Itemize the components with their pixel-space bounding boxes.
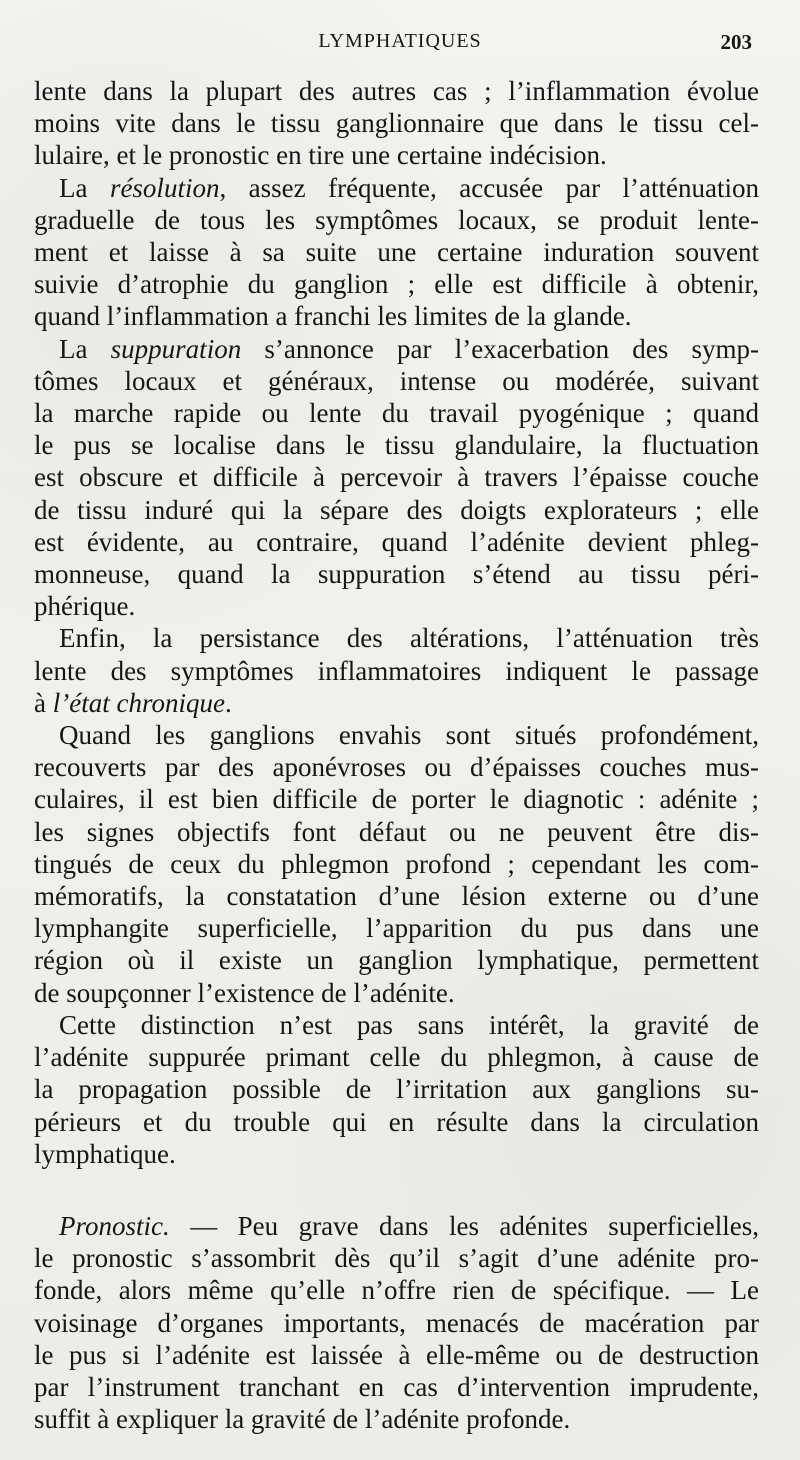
text-line bbox=[34, 1138, 759, 1170]
text-line bbox=[34, 365, 759, 397]
text-line bbox=[34, 461, 759, 493]
text-line bbox=[34, 1403, 759, 1435]
italic-term: l’état chronique bbox=[52, 687, 225, 718]
line-text: — Peu grave dans les adénites superficielles, bbox=[169, 1210, 759, 1241]
text-line bbox=[34, 494, 759, 526]
italic-term: résolution bbox=[109, 172, 220, 203]
paragraph bbox=[34, 333, 759, 623]
text-line bbox=[34, 75, 759, 107]
text-line bbox=[34, 1339, 759, 1371]
line-text: lulaire, et le pronostic en tire une certaine indécision. bbox=[34, 140, 607, 171]
text-line bbox=[34, 783, 759, 815]
paragraph bbox=[34, 622, 759, 719]
text-line bbox=[34, 1210, 759, 1242]
line-text: région où il existe un ganglion lymphatique, permettent bbox=[34, 945, 759, 976]
text-line bbox=[34, 107, 759, 139]
text-line bbox=[34, 1041, 759, 1073]
text-line bbox=[34, 1106, 759, 1138]
italic-term: suppuration bbox=[110, 333, 242, 364]
text-line bbox=[34, 1009, 759, 1041]
text-line bbox=[34, 397, 759, 429]
line-text: mémoratifs, la constatation d’une lésion externe ou d’une bbox=[34, 881, 759, 912]
paragraph bbox=[34, 75, 759, 172]
line-text: moins vite dans le tissu ganglionnaire que dans le tissu cel- bbox=[34, 108, 759, 139]
text-line bbox=[34, 751, 759, 783]
line-text: , assez fréquente, accusée par l’atténuation bbox=[219, 172, 759, 203]
text-line bbox=[34, 1307, 759, 1339]
text-line bbox=[34, 558, 759, 590]
body-text bbox=[34, 75, 759, 1435]
line-text: Cette distinction n’est pas sans intérêt, la gravité de bbox=[59, 1009, 759, 1040]
line-text: La bbox=[59, 172, 110, 203]
line-text: le pus se localise dans le tissu glandulaire, la fluctuation bbox=[34, 430, 759, 461]
line-text: lymphangite superficielle, l’apparition du pus dans une bbox=[34, 913, 759, 944]
line-text: le pronostic s’assombrit dès qu’il s’agit d’une adénite pro- bbox=[34, 1243, 759, 1274]
line-text: le pus si l’adénite est laissée à elle-même ou de destruction bbox=[34, 1339, 759, 1370]
paragraph bbox=[34, 172, 759, 333]
line-text: suffit à expliquer la gravité de l’adénite profonde. bbox=[34, 1404, 571, 1435]
line-text: . bbox=[224, 687, 232, 718]
text-line bbox=[34, 236, 759, 268]
line-text: graduelle de tous les symptômes locaux, se produit lente- bbox=[34, 204, 759, 235]
text-line bbox=[34, 880, 759, 912]
line-text: lymphatique. bbox=[34, 1138, 176, 1169]
italic-term: Pronostic. bbox=[59, 1210, 170, 1241]
line-text: suivie d’atrophie du ganglion ; elle est difficile à obtenir, bbox=[34, 269, 759, 300]
text-line bbox=[34, 1274, 759, 1306]
line-text: monneuse, quand la suppuration s’étend au tissu péri- bbox=[34, 559, 759, 590]
text-line bbox=[34, 333, 759, 365]
text-line bbox=[34, 977, 759, 1009]
text-line bbox=[34, 268, 759, 300]
page-number: 203 bbox=[720, 30, 752, 54]
text-line bbox=[34, 687, 759, 719]
text-line bbox=[34, 526, 759, 558]
line-text: les signes objectifs font défaut ou ne peuvent être dis- bbox=[34, 816, 759, 847]
paragraph bbox=[34, 1210, 759, 1435]
line-text: tômes locaux et généraux, intense ou modérée, suivant bbox=[34, 365, 759, 396]
line-text: tingués de ceux du phlegmon profond ; cependant les com- bbox=[34, 848, 759, 879]
text-line bbox=[34, 622, 759, 654]
line-text: lente dans la plupart des autres cas ; l’inflammation évolue bbox=[34, 76, 759, 106]
text-line bbox=[34, 944, 759, 976]
line-text: de tissu induré qui la sépare des doigts explorateurs ; elle bbox=[34, 494, 759, 525]
line-text: la marche rapide ou lente du travail pyogénique ; quand bbox=[34, 398, 759, 429]
line-text: est obscure et difficile à percevoir à travers l’épaisse couche bbox=[34, 462, 759, 493]
running-title: LYMPHATIQUES bbox=[318, 30, 482, 52]
text-line bbox=[34, 429, 759, 461]
line-text: voisinage d’organes importants, menacés de macération par bbox=[34, 1307, 759, 1338]
line-text: est évidente, au contraire, quand l’adénite devient phleg- bbox=[34, 526, 759, 557]
line-text: fonde, alors même qu’elle n’offre rien de spécifique. — Le bbox=[34, 1275, 759, 1306]
line-text: quand l’inflammation a franchi les limites de la glande. bbox=[34, 301, 632, 332]
line-text: s’annonce par l’exacerbation des symp- bbox=[241, 333, 759, 364]
text-line bbox=[34, 848, 759, 880]
text-line bbox=[34, 300, 759, 332]
line-text: La bbox=[59, 333, 111, 364]
line-text: phérique. bbox=[34, 591, 136, 622]
paragraph bbox=[34, 719, 759, 1009]
text-line bbox=[34, 912, 759, 944]
line-text: Enfin, la persistance des altérations, l’atténuation très bbox=[59, 623, 759, 654]
text-line bbox=[34, 719, 759, 751]
text-line bbox=[34, 655, 759, 687]
text-line bbox=[34, 139, 759, 171]
line-text: l’adénite suppurée primant celle du phlegmon, à cause de bbox=[34, 1042, 759, 1073]
line-text: périeurs et du trouble qui en résulte dans la circulation bbox=[34, 1106, 759, 1137]
paragraph bbox=[34, 1009, 759, 1170]
line-text: de soupçonner l’existence de l’adénite. bbox=[34, 977, 455, 1008]
text-line bbox=[34, 590, 759, 622]
page-header bbox=[0, 30, 800, 60]
line-text: ment et laisse à sa suite une certaine induration souvent bbox=[34, 237, 759, 268]
line-text: Quand les ganglions envahis sont situés profondément, bbox=[59, 720, 759, 751]
text-line bbox=[34, 1073, 759, 1105]
line-text: la propagation possible de l’irritation aux ganglions su- bbox=[34, 1074, 759, 1105]
line-text: culaires, il est bien difficile de porter le diagnotic : adénite ; bbox=[34, 784, 759, 815]
text-line bbox=[34, 1371, 759, 1403]
line-text: à bbox=[34, 687, 53, 718]
text-line bbox=[34, 1242, 759, 1274]
text-line bbox=[34, 204, 759, 236]
text-line bbox=[34, 172, 759, 204]
line-text: par l’instrument tranchant en cas d’intervention imprudente, bbox=[34, 1371, 759, 1402]
line-text: lente des symptômes inflammatoires indiquent le passage bbox=[34, 655, 759, 686]
text-line bbox=[34, 816, 759, 848]
section-gap bbox=[34, 1170, 759, 1210]
line-text: recouverts par des aponévroses ou d’épaisses couches mus- bbox=[34, 752, 759, 783]
